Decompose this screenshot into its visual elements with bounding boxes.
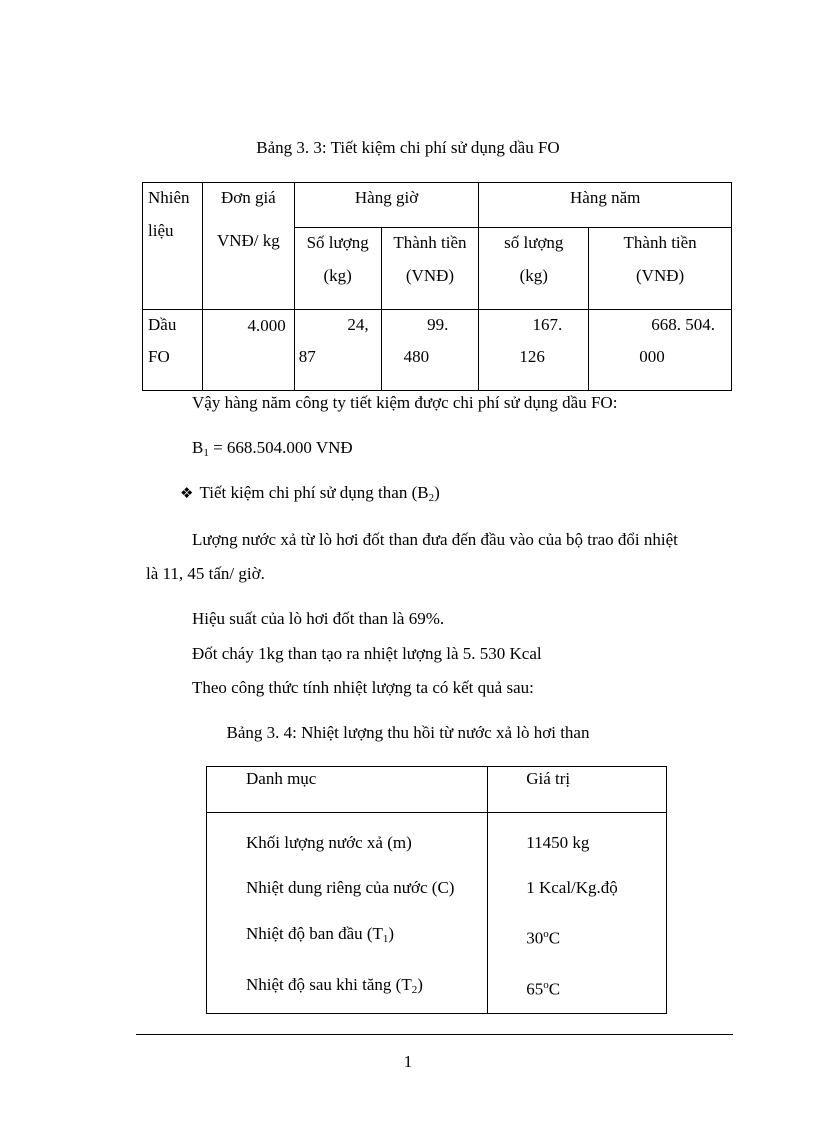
header-unit-price: Đơn giá VNĐ/ kg: [202, 183, 294, 310]
paragraph-water-line2: là 11, 45 tấn/ giờ.: [146, 564, 265, 583]
cell-hourly-qty: 24, 87: [294, 310, 381, 391]
cell-fuel: Dầu FO: [143, 310, 203, 391]
heat-recovery-table: [206, 766, 667, 1014]
table1-caption: Bảng 3. 3: Tiết kiệm chi phí sử dụng dầu FO: [256, 138, 560, 157]
paragraph-formula-intro: Theo công thức tính nhiệt lượng ta có kết quả sau:: [192, 678, 534, 697]
header-item: Danh mục: [207, 767, 488, 813]
table2-caption: Bảng 3. 4: Nhiệt lượng thu hồi từ nước xả lò hơi than: [226, 723, 590, 742]
header-yearly-amount: Thành tiền (VNĐ): [589, 228, 732, 310]
header-hourly-amount: Thành tiền (VNĐ): [381, 228, 479, 310]
item-column: [207, 813, 488, 1014]
cell-hourly-amount: 99. 480: [381, 310, 479, 391]
header-fuel: Nhiên liệu: [143, 183, 203, 310]
paragraph-efficiency: Hiệu suất của lò hơi đốt than là 69%.: [192, 609, 445, 628]
header-value: Giá trị: [488, 767, 667, 813]
cell-yearly-amount: 668. 504. 000: [589, 310, 732, 391]
list-item: 65$^o$C: [526, 978, 561, 999]
header-yearly: Hàng năm: [479, 183, 732, 228]
cell-yearly-qty: 167. 126: [479, 310, 589, 391]
paragraph-water-line1: Lượng nước xả từ lò hơi đốt than đưa đến đầu vào của bộ trao đổi nhiệt: [192, 530, 678, 549]
table-row: [143, 310, 732, 391]
b1-formula: $B_1 = 668.504.000$ VNĐ: [192, 438, 353, 459]
header-hourly-qty: Số lượng (kg): [294, 228, 381, 310]
list-item: 11450 kg: [526, 833, 590, 852]
fuel-cost-table: [142, 182, 732, 391]
list-item: Nhiệt độ ban đầu $(T_1)$: [246, 924, 395, 945]
list-item: 30$^o$C: [526, 928, 561, 948]
list-item: 1 Kcal/Kg.độ: [526, 878, 618, 897]
footer-divider: [136, 1034, 733, 1035]
list-item: Nhiệt độ sau khi tăng $(T_2)$: [246, 975, 423, 996]
diamond-bullet-icon: ❖: [180, 484, 194, 502]
paragraph-savings: Vậy hàng năm công ty tiết kiệm được chi phí sử dụng dầu FO:: [192, 393, 618, 412]
bullet-coal-savings: ❖ Tiết kiệm chi phí sử dụng than $(B_2)$: [180, 483, 440, 504]
list-item: Nhiệt dung riêng của nước (C): [246, 878, 455, 897]
header-hourly: Hàng giờ: [294, 183, 479, 228]
cell-unit-price: 4.000: [202, 310, 294, 391]
value-column: [488, 813, 667, 1014]
list-item: Khối lượng nước xả (m): [246, 833, 412, 852]
header-yearly-qty: số lượng (kg): [479, 228, 589, 310]
paragraph-calorific: Đốt cháy 1kg than tạo ra nhiệt lượng là 5. 530 Kcal: [192, 644, 542, 663]
page-number: 1: [403, 1052, 413, 1071]
